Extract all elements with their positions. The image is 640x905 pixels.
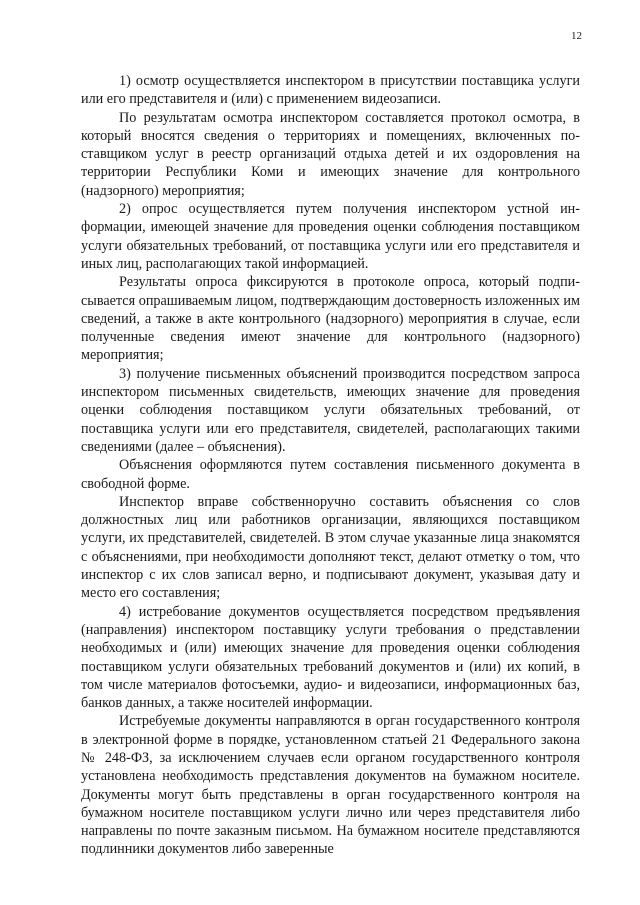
paragraph-document-request: 4) истребование документов осуществляется посредством предъявления (направления) инспектором поставщику услуги требования о представлении необходимых и (или) имеющих значение для проведения оценки соблюдения поставщиком услуги обязательных требований документов и (или) их копий, в том числе материалов фотосъемки, аудио- и видеозаписи, информационных баз, банков данных, а также носителей информации. [81,603,580,712]
paragraph-requested-documents: Истребуемые документы направляются в орган государственного контроля в электронной форме в порядке, установленном статьей 21 Федерального закона № 248-ФЗ, за исключением случаев если органом государственного контроля установлена необходимость представления документов на бумажном носителе. Документы могут быть представлены в орган государственного контроля на бумажном носителе поставщиком услуги лично или через представителя либо направлены по почте заказным письмом. На бумажном носителе представляются подлинники документов либо заверенные [81,713,580,858]
document-body [81,72,580,859]
paragraph-inspection: 1) осмотр осуществляется инспектором в присутствии поставщика услуги или его представителя и (или) с применением видеозаписи. [81,73,580,108]
page-number: 12 [571,30,582,42]
paragraph-survey: 2) опрос осуществляется путем получения инспектором устной информации, имеющей значение для проведения оценки соблюдения поставщиком услуги обязательных требований, от поставщика услуги или его представителя и иных лиц, располагающих такой информацией. [81,201,580,272]
paragraph-inspection-protocol: По результатам осмотра инспектором составляется протокол осмотра, в который вносятся сведения о территориях и помещениях, включенных поставщиком услуг в реестр организаций отдыха детей и их оздоровления на территории Республики Коми и имеющих значение для контрольного (надзорного) мероприятия; [81,109,580,199]
paragraph-explanations-form: Объяснения оформляются путем составления письменного документа в свободной форме. [81,457,580,492]
paragraph-written-explanations: 3) получение письменных объяснений производится посредством запроса инспектором письменных свидетельств, имеющих значение для проведения оценки соблюдения поставщиком услуги обязательных требований, от поставщика услуги или его представителя, свидетелей, располагающих такими сведениями (далее – объяснения). [81,365,580,455]
paragraph-inspector-composes: Инспектор вправе собственноручно составить объяснения со слов должностных лиц или работников организации, являющихся поставщиком услуги, их представителей, свидетелей. В этом случае указанные лица знакомятся с объяснениями, при необходимости дополняют текст, делают отметку о том, что инспектор с их слов записал верно, и подписывают документ, указывая дату и место его составления; [81,493,580,602]
paragraph-survey-results: Результаты опроса фиксируются в протоколе опроса, который подписывается опрашиваемым лицом, подтверждающим достоверность изложенных им сведений, а также в акте контрольного (надзорного) мероприятия в случае, если полученные сведения имеют значение для контрольного (надзорного) мероприятия; [81,274,580,364]
